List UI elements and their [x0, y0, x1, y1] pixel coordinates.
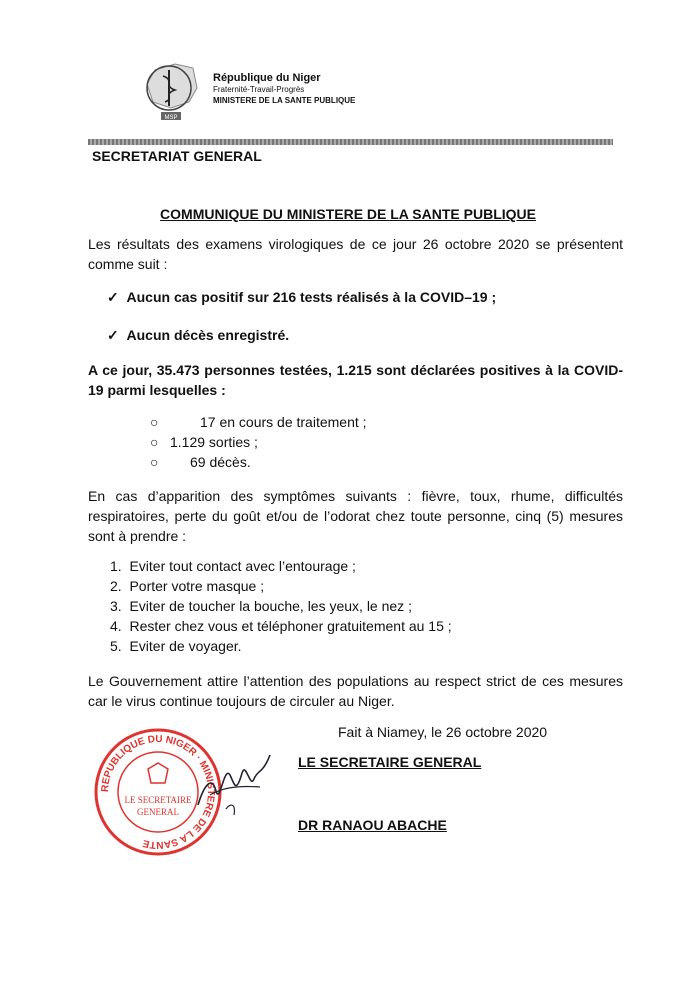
- circle-bullet-icon: ○: [150, 454, 159, 470]
- measure-text: Porter votre masque ;: [129, 578, 265, 594]
- measure-text: Rester chez vous et téléphoner gratuitement au 15 ;: [129, 618, 452, 634]
- check-item: [107, 289, 496, 306]
- header-divider: [88, 139, 613, 145]
- ministry-name: MINISTERE DE LA SANTE PUBLIQUE: [213, 96, 356, 105]
- breakdown-text: 1.129 sorties ;: [170, 434, 258, 450]
- circle-bullet-icon: ○: [150, 434, 159, 450]
- check-item: [107, 327, 289, 344]
- handwritten-signature: [190, 745, 280, 825]
- measure-text: Eviter de toucher la bouche, les yeux, le nez ;: [129, 598, 412, 614]
- document-title: COMMUNIQUE DU MINISTERE DE LA SANTE PUBLIQUE: [160, 206, 536, 222]
- stamp-center-line1: LE SECRETAIRE: [124, 795, 192, 805]
- stamp-center-line2: GENERAL: [137, 807, 179, 817]
- measure-item: 3. Eviter de toucher la bouche, les yeux, le nez ;: [110, 598, 412, 614]
- breakdown-item: [150, 434, 258, 450]
- breakdown-item: [150, 454, 251, 470]
- letterhead: [213, 73, 355, 106]
- republic-name: République du Niger: [213, 72, 321, 84]
- checkmark-icon: ✓: [107, 327, 119, 343]
- secretariat-heading: SECRETARIAT GENERAL: [92, 148, 262, 164]
- breakdown-item: [150, 414, 367, 430]
- measure-item: 5. Eviter de voyager.: [110, 638, 242, 654]
- check-item-text: Aucun décès enregistré.: [126, 327, 290, 343]
- breakdown-text: 17 en cours de traitement ;: [200, 414, 367, 430]
- breakdown-text: 69 décès.: [190, 454, 251, 470]
- check-item-text: Aucun cas positif sur 216 tests réalisés à la COVID–19 ;: [126, 289, 497, 305]
- measure-item: 2. Porter votre masque ;: [110, 578, 265, 594]
- symptoms-paragraph: En cas d’apparition des symptômes suivants : fièvre, toux, rhume, difficultés respiratoires, perte du goût et/ou de l’odorat chez toute personne, cinq (5) mesures sont à prendre :: [88, 488, 623, 544]
- measure-item: 4. Rester chez vous et téléphoner gratuitement au 15 ;: [110, 618, 452, 634]
- place-date: Fait à Niamey, le 26 octobre 2020: [338, 724, 548, 740]
- ministry-logo: [135, 58, 207, 122]
- national-motto: Fraternité-Travail-Progrès: [213, 85, 305, 94]
- government-note: Le Gouvernement attire l’attention des populations au respect strict de ces mesures car le virus continue toujours de circuler au Niger.: [88, 673, 623, 709]
- emblem-icon: [148, 763, 168, 783]
- checkmark-icon: ✓: [107, 289, 119, 305]
- summary-paragraph: A ce jour, 35.473 personnes testées, 1.215 sont déclarées positives à la COVID- 19 parmi lesquelles :: [88, 362, 623, 398]
- signatory-name: DR RANAOU ABACHE: [298, 817, 447, 833]
- measure-text: Eviter de voyager.: [129, 638, 242, 654]
- circle-bullet-icon: ○: [150, 414, 159, 430]
- measure-item: 1. Eviter tout contact avec l’entourage ;: [110, 558, 356, 574]
- intro-paragraph: Les résultats des examens virologiques de ce jour 26 octobre 2020 se présentent comme suit :: [88, 236, 623, 272]
- signatory-title: LE SECRETAIRE GENERAL: [298, 754, 482, 770]
- stamp-ring-text: REPUBLIQUE DU NIGER · MINISTERE DE LA SANTE: [99, 733, 217, 851]
- measure-text: Eviter tout contact avec l’entourage ;: [129, 558, 356, 574]
- logo-label: MSP: [164, 115, 178, 121]
